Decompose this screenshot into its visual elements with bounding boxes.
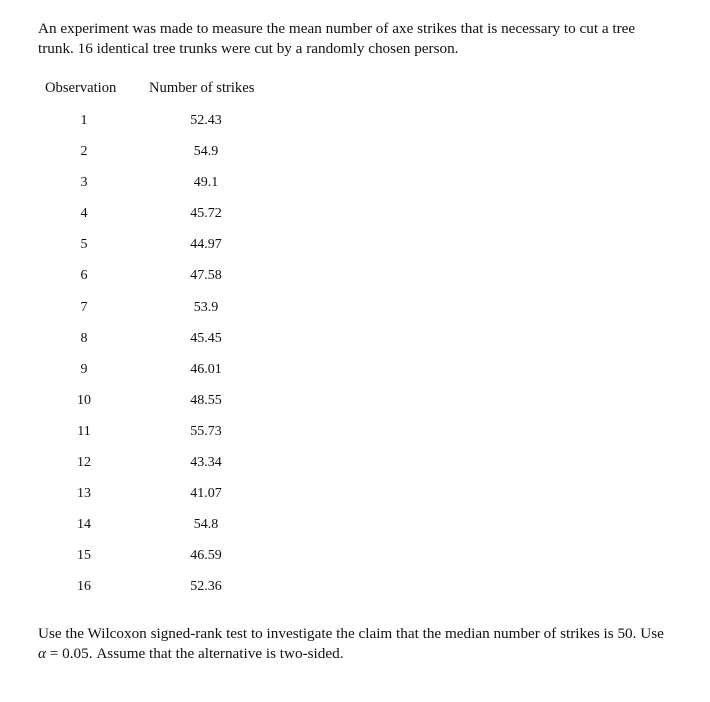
table-row <box>38 515 338 546</box>
strikes-cell: 52.43 <box>190 113 222 128</box>
strikes-cell: 52.36 <box>190 579 222 595</box>
table-row <box>38 298 338 329</box>
table-row <box>38 266 338 297</box>
strikes-cell: 55.73 <box>190 423 222 439</box>
table-row <box>38 422 338 453</box>
strikes-cell: 46.01 <box>190 361 222 377</box>
instructions-start: Use the Wilcoxon signed-rank test to investigate the claim that the median number of strikes is 50. Use <box>38 625 664 642</box>
strikes-cell: 45.72 <box>190 206 222 222</box>
observation-cell: 6 <box>80 268 88 284</box>
alpha-value: = 0.05 <box>45 645 89 662</box>
instructions-text <box>38 624 668 664</box>
table-row <box>38 360 338 391</box>
table-row <box>38 391 338 422</box>
strikes-cell: 53.9 <box>193 299 219 315</box>
table-row <box>38 173 338 204</box>
alpha-symbol: α <box>38 645 46 662</box>
observation-cell: 11 <box>77 423 91 439</box>
table-row <box>38 204 338 235</box>
table-row <box>38 484 338 515</box>
strikes-cell: 43.34 <box>190 455 222 471</box>
observation-cell: 8 <box>80 330 88 346</box>
observation-cell: 1 <box>80 113 88 128</box>
table-row <box>38 329 338 360</box>
header-number-of-strikes: Number of strikes <box>149 80 255 96</box>
table-row <box>38 142 338 173</box>
observation-cell: 15 <box>77 548 91 564</box>
intro-text: An experiment was made to measure the mean number of axe strikes that is necessary to cut a tree trunk. 16 identical tree trunks were cut by a randomly chosen person. <box>38 20 636 57</box>
observation-cell: 7 <box>80 299 88 315</box>
table-row <box>38 546 338 577</box>
instructions-end: . Assume that the alternative is two-sided. <box>88 645 344 662</box>
strikes-cell: 54.8 <box>193 517 219 533</box>
strikes-cell: 44.97 <box>190 237 222 253</box>
observation-cell: 2 <box>80 144 88 160</box>
table-body <box>38 111 338 609</box>
table-row <box>38 235 338 266</box>
strikes-cell: 48.55 <box>190 392 222 408</box>
observation-cell: 16 <box>77 579 91 595</box>
table-row <box>38 453 338 484</box>
observation-cell: 5 <box>80 237 88 253</box>
problem-intro <box>38 19 658 59</box>
observation-cell: 9 <box>80 361 88 377</box>
strikes-cell: 41.07 <box>190 486 222 502</box>
observation-cell: 12 <box>77 455 91 471</box>
observation-cell: 13 <box>77 486 91 502</box>
problem-instructions <box>38 624 668 664</box>
strikes-cell: 54.9 <box>193 144 219 160</box>
observation-cell: 14 <box>77 517 91 533</box>
observation-cell: 4 <box>80 206 88 222</box>
table-row <box>38 111 338 142</box>
header-observation: Observation <box>45 80 117 96</box>
strikes-cell: 49.1 <box>193 175 219 191</box>
strikes-cell: 46.59 <box>190 548 222 564</box>
strikes-cell: 45.45 <box>190 330 222 346</box>
observation-cell: 3 <box>80 175 88 191</box>
strikes-cell: 47.58 <box>190 268 222 284</box>
observation-cell: 10 <box>77 392 91 408</box>
table-row <box>38 577 338 608</box>
